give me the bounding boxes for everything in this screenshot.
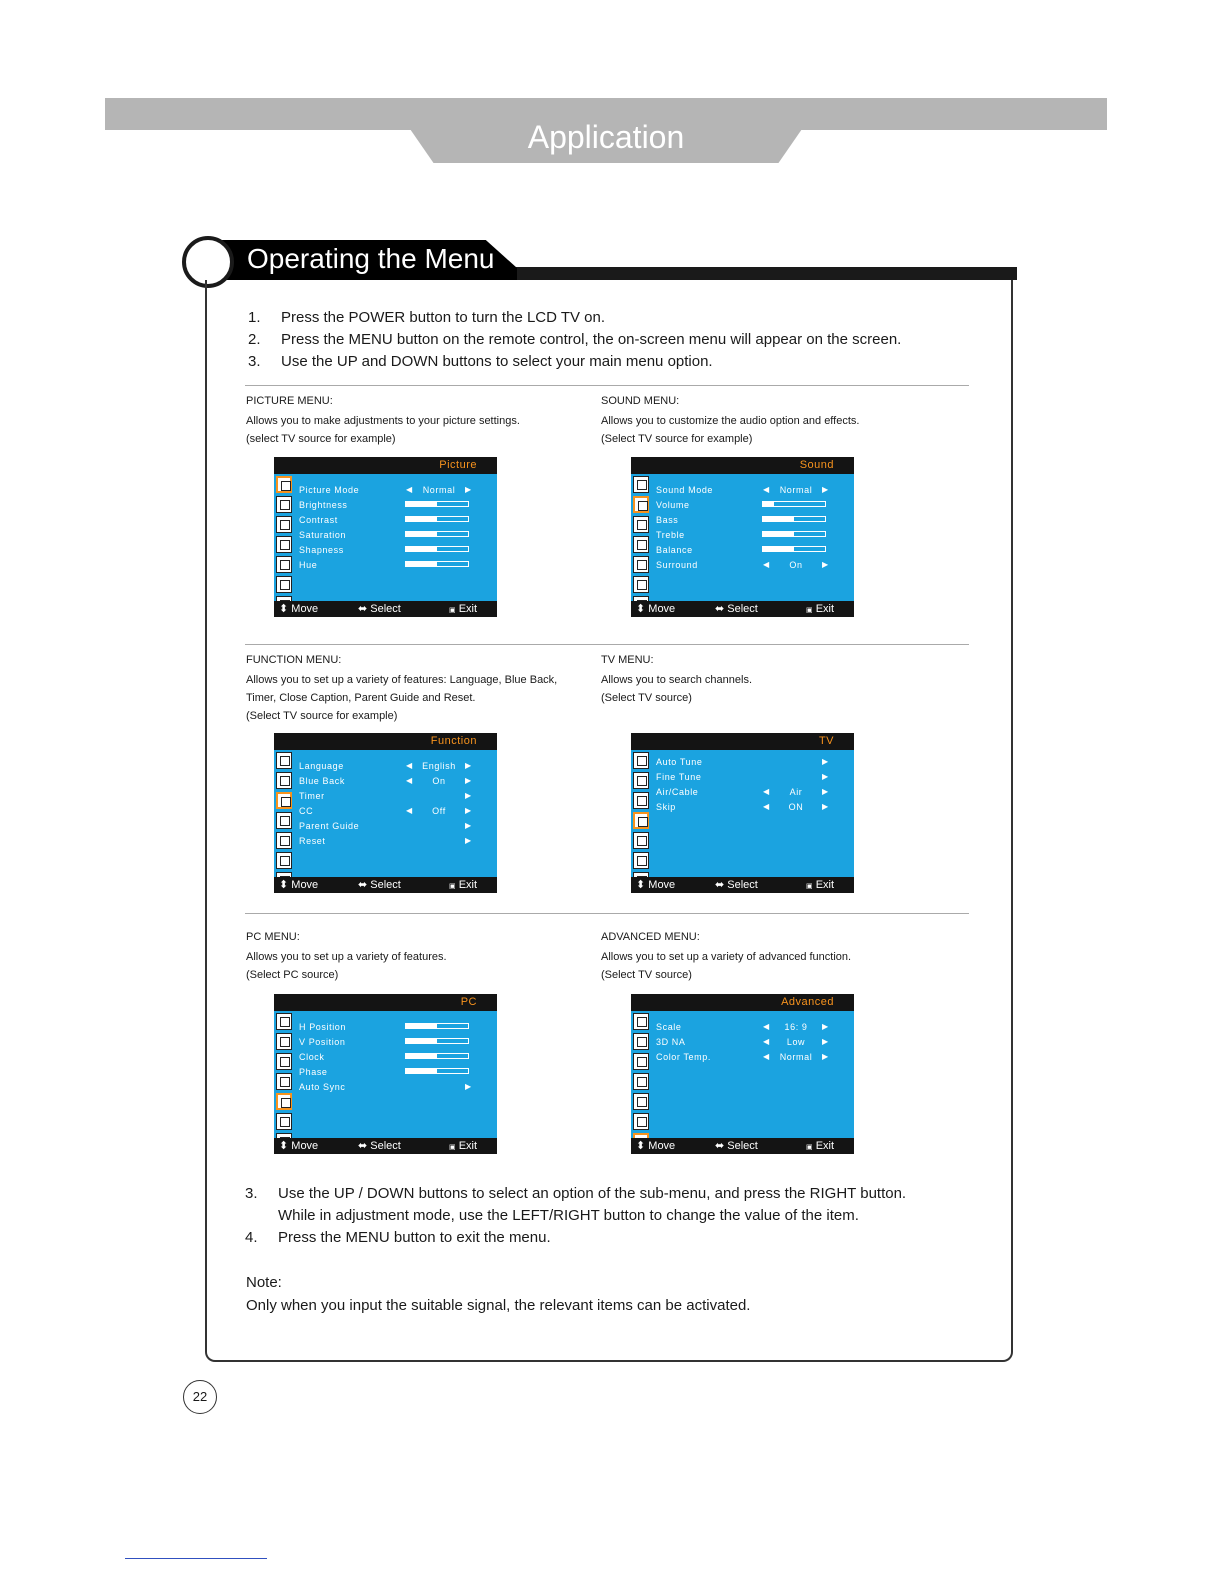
osd-menu-item[interactable] xyxy=(299,1080,497,1095)
osd-item-label: Color Temp. xyxy=(656,1052,711,1062)
arrow-left-icon: ◀ xyxy=(763,1037,770,1046)
page-title: Application xyxy=(527,119,685,155)
up-down-icon: ⬍ xyxy=(279,603,289,615)
function-osd-screen xyxy=(274,733,497,893)
osd-item-value: Low xyxy=(786,1037,806,1047)
pc-icon xyxy=(633,556,649,573)
exit-hint: ▣ Exit xyxy=(449,879,478,891)
up-down-icon: ⬍ xyxy=(636,879,646,891)
step-sub-menu: 3. Use the UP / DOWN buttons to select an option of the sub-menu, and press the RIGHT button. xyxy=(245,1185,907,1202)
arrow-left-icon: ◀ xyxy=(406,485,413,494)
arrow-right-icon: ▶ xyxy=(822,1052,829,1061)
step-exit: 4. Press the MENU button to exit the menu. xyxy=(245,1229,551,1246)
picture-menu-description: PICTURE MENU: Allows you to make adjustments to your picture settings. (select TV source for example) xyxy=(246,395,520,445)
pc-menu-description: PC MENU: Allows you to set up a variety of features. (Select PC source) xyxy=(246,931,447,981)
osd-item-label: Fine Tune xyxy=(656,772,702,782)
osd-menu-item[interactable] xyxy=(299,1035,497,1050)
osd-item-value: Off xyxy=(432,806,446,816)
up-down-icon: ⬍ xyxy=(279,1140,289,1152)
tv-icon xyxy=(633,812,649,829)
osd-level-bar[interactable] xyxy=(762,531,826,537)
osd-item-label: Bass xyxy=(656,515,679,525)
osd-menu-item[interactable] xyxy=(299,834,497,849)
osd-item-label: Phase xyxy=(299,1067,328,1077)
tv-icon xyxy=(633,1073,649,1090)
osd-level-bar[interactable] xyxy=(405,501,469,507)
arrow-left-icon: ◀ xyxy=(406,761,413,770)
osd-title-bar xyxy=(274,994,497,1011)
step-adjustment: While in adjustment mode, use the LEFT/RIGHT button to change the value of the item. xyxy=(278,1207,859,1224)
osd-menu-item[interactable] xyxy=(299,513,497,528)
advanced-pc-icon xyxy=(633,576,649,593)
osd-footer-bar xyxy=(631,601,854,617)
tv-menu-description: TV MENU: Allows you to search channels. (Select TV source) xyxy=(601,654,753,704)
pc-icon xyxy=(633,1093,649,1110)
move-hint: ⬍ Move xyxy=(279,879,319,891)
osd-level-bar[interactable] xyxy=(762,501,826,507)
osd-menu-item[interactable] xyxy=(299,1020,497,1035)
osd-title-bar xyxy=(631,994,854,1011)
osd-menu-item[interactable] xyxy=(299,528,497,543)
function-icon xyxy=(633,516,649,533)
osd-item-label: Language xyxy=(299,761,344,771)
pc-icon xyxy=(633,832,649,849)
arrow-left-icon: ◀ xyxy=(763,802,770,811)
osd-item-label: Shapness xyxy=(299,545,344,555)
advanced-pc-icon xyxy=(633,1113,649,1130)
osd-menu-item[interactable] xyxy=(299,774,497,789)
section-title: Operating the Menu xyxy=(247,243,495,274)
exit-hint: ▣ Exit xyxy=(449,603,478,615)
osd-item-value: 16: 9 xyxy=(784,1022,808,1032)
select-hint: ⬌ Select xyxy=(358,603,401,615)
osd-menu-item[interactable] xyxy=(299,789,497,804)
osd-icon-column xyxy=(631,476,651,616)
osd-item-label: Hue xyxy=(299,560,318,570)
osd-item-label: Sound Mode xyxy=(656,485,714,495)
osd-level-bar[interactable] xyxy=(405,546,469,552)
function-icon xyxy=(633,792,649,809)
left-right-icon: ⬌ xyxy=(715,603,725,615)
osd-title-bar xyxy=(631,457,854,474)
picture-icon xyxy=(633,476,649,493)
arrow-left-icon: ◀ xyxy=(763,787,770,796)
left-right-icon: ⬌ xyxy=(358,1140,368,1152)
tv-osd-screen xyxy=(631,733,854,893)
note xyxy=(246,1272,750,1317)
arrow-right-icon: ▶ xyxy=(465,485,472,494)
exit-hint: ▣ Exit xyxy=(449,1140,478,1152)
sound-menu-description: SOUND MENU: Allows you to customize the audio option and effects. (Select TV source for example) xyxy=(601,395,860,445)
osd-item-label: Air/Cable xyxy=(656,787,699,797)
osd-menu-item[interactable] xyxy=(299,759,497,774)
select-hint: ⬌ Select xyxy=(715,1140,758,1152)
arrow-right-icon: ▶ xyxy=(465,776,472,785)
menu-key-icon: ▣ xyxy=(806,607,813,614)
osd-level-bar[interactable] xyxy=(405,1023,469,1029)
osd-item-label: Timer xyxy=(299,791,325,801)
tv-icon xyxy=(633,536,649,553)
arrow-right-icon: ▶ xyxy=(822,772,829,781)
arrow-right-icon: ▶ xyxy=(822,787,829,796)
arrow-left-icon: ◀ xyxy=(763,485,770,494)
tv-icon xyxy=(276,1073,292,1090)
function-icon xyxy=(276,792,292,809)
osd-title: Sound xyxy=(799,459,834,471)
osd-title: PC xyxy=(460,996,477,1008)
osd-item-label: Balance xyxy=(656,545,693,555)
exit-hint: ▣ Exit xyxy=(806,1140,835,1152)
osd-item-label: Brightness xyxy=(299,500,348,510)
osd-item-label: Skip xyxy=(656,802,676,812)
picture-icon xyxy=(633,1013,649,1030)
picture-icon xyxy=(276,476,292,493)
advanced-pc-icon xyxy=(633,852,649,869)
up-down-icon: ⬍ xyxy=(636,603,646,615)
menu-key-icon: ▣ xyxy=(449,607,456,614)
osd-level-bar[interactable] xyxy=(762,546,826,552)
divider xyxy=(245,385,969,386)
sound-icon xyxy=(276,772,292,789)
footer-line xyxy=(125,1558,267,1559)
section-rule xyxy=(505,267,1017,280)
osd-footer-bar xyxy=(631,1138,854,1154)
up-down-icon: ⬍ xyxy=(636,1140,646,1152)
osd-item-label: Surround xyxy=(656,560,698,570)
osd-icon-column xyxy=(631,1013,651,1153)
osd-item-value: Normal xyxy=(779,485,813,495)
arrow-right-icon: ▶ xyxy=(822,560,829,569)
osd-title: TV xyxy=(818,735,834,747)
advanced-osd-screen xyxy=(631,994,854,1154)
osd-item-label: CC xyxy=(299,806,314,816)
osd-title: Function xyxy=(430,735,477,747)
osd-item-value: ON xyxy=(788,802,804,812)
menu-key-icon: ▣ xyxy=(806,1144,813,1151)
picture-icon xyxy=(633,752,649,769)
osd-level-bar[interactable] xyxy=(405,1068,469,1074)
arrow-right-icon: ▶ xyxy=(465,821,472,830)
osd-item-value: On xyxy=(789,560,803,570)
sound-icon xyxy=(276,496,292,513)
move-hint: ⬍ Move xyxy=(279,603,319,615)
osd-item-value: On xyxy=(432,776,446,786)
sound-icon xyxy=(276,1033,292,1050)
arrow-right-icon: ▶ xyxy=(465,761,472,770)
osd-menu-item[interactable] xyxy=(656,755,854,770)
osd-menu-item[interactable] xyxy=(299,1050,497,1065)
arrow-right-icon: ▶ xyxy=(822,802,829,811)
move-hint: ⬍ Move xyxy=(636,1140,676,1152)
osd-footer-bar xyxy=(631,877,854,893)
osd-level-bar[interactable] xyxy=(405,1038,469,1044)
osd-title-bar xyxy=(631,733,854,750)
note-label: Note: xyxy=(246,1274,282,1291)
pc-icon xyxy=(276,1093,292,1110)
osd-item-label: Clock xyxy=(299,1052,325,1062)
left-right-icon: ⬌ xyxy=(358,603,368,615)
select-hint: ⬌ Select xyxy=(358,879,401,891)
osd-footer-bar xyxy=(274,601,497,617)
arrow-right-icon: ▶ xyxy=(822,1037,829,1046)
arrow-right-icon: ▶ xyxy=(822,1022,829,1031)
osd-item-label: V Position xyxy=(299,1037,346,1047)
sound-osd-screen xyxy=(631,457,854,617)
osd-menu-item[interactable] xyxy=(656,770,854,785)
note-text: Only when you input the suitable signal, the relevant items can be activated. xyxy=(246,1297,751,1314)
osd-menu-item[interactable] xyxy=(299,558,497,573)
left-right-icon: ⬌ xyxy=(715,1140,725,1152)
osd-item-label: Auto Sync xyxy=(299,1082,346,1092)
divider xyxy=(245,913,969,914)
menu-key-icon: ▣ xyxy=(449,883,456,890)
advanced-pc-icon xyxy=(276,576,292,593)
osd-item-label: Scale xyxy=(656,1022,682,1032)
osd-menu-item[interactable] xyxy=(299,498,497,513)
move-hint: ⬍ Move xyxy=(279,1140,319,1152)
sound-icon xyxy=(633,1033,649,1050)
menu-key-icon: ▣ xyxy=(449,1144,456,1151)
sound-icon xyxy=(633,496,649,513)
osd-icon-column xyxy=(274,752,294,892)
menu-key-icon: ▣ xyxy=(806,883,813,890)
osd-title: Picture xyxy=(439,459,477,471)
up-down-icon: ⬍ xyxy=(279,879,289,891)
advanced-pc-icon xyxy=(276,1113,292,1130)
osd-menu-item[interactable] xyxy=(299,543,497,558)
arrow-left-icon: ◀ xyxy=(763,1052,770,1061)
osd-item-label: Treble xyxy=(656,530,685,540)
osd-menu-item[interactable] xyxy=(656,1020,854,1035)
osd-icon-column xyxy=(274,1013,294,1153)
move-hint: ⬍ Move xyxy=(636,879,676,891)
osd-icon-column xyxy=(631,752,651,892)
select-hint: ⬌ Select xyxy=(715,603,758,615)
step-3: 3. Use the UP and DOWN buttons to select your main menu option. xyxy=(248,353,713,370)
pc-icon xyxy=(276,556,292,573)
osd-menu-item[interactable] xyxy=(299,819,497,834)
advanced-pc-icon xyxy=(276,852,292,869)
osd-menu-item[interactable] xyxy=(299,804,497,819)
osd-menu-item[interactable] xyxy=(656,785,854,800)
osd-item-label: Contrast xyxy=(299,515,338,525)
divider xyxy=(245,644,969,645)
osd-footer-bar xyxy=(274,1138,497,1154)
osd-menu-item[interactable] xyxy=(299,483,497,498)
function-icon xyxy=(276,1053,292,1070)
function-icon xyxy=(633,1053,649,1070)
osd-level-bar[interactable] xyxy=(762,516,826,522)
osd-footer-bar xyxy=(274,877,497,893)
step-2: 2. Press the MENU button on the remote control, the on-screen menu will appear on the screen. xyxy=(248,331,902,348)
osd-menu-item[interactable] xyxy=(656,528,854,543)
arrow-right-icon: ▶ xyxy=(822,485,829,494)
arrow-left-icon: ◀ xyxy=(763,1022,770,1031)
osd-item-label: 3D NA xyxy=(656,1037,686,1047)
osd-title: Advanced xyxy=(781,996,834,1008)
osd-menu-item[interactable] xyxy=(656,1035,854,1050)
picture-osd-screen xyxy=(274,457,497,617)
osd-icon-column xyxy=(274,476,294,616)
osd-title-bar xyxy=(274,733,497,750)
osd-item-label: Volume xyxy=(656,500,690,510)
left-right-icon: ⬌ xyxy=(358,879,368,891)
left-right-icon: ⬌ xyxy=(715,879,725,891)
arrow-left-icon: ◀ xyxy=(763,560,770,569)
pc-osd-screen xyxy=(274,994,497,1154)
osd-menu-item[interactable] xyxy=(656,543,854,558)
osd-item-value: English xyxy=(422,761,456,771)
osd-item-value: Air xyxy=(789,787,803,797)
osd-menu-item[interactable] xyxy=(656,498,854,513)
picture-icon xyxy=(276,1013,292,1030)
exit-hint: ▣ Exit xyxy=(806,879,835,891)
osd-menu-item[interactable] xyxy=(656,800,854,815)
osd-item-label: Reset xyxy=(299,836,326,846)
step-1: 1. Press the POWER button to turn the LCD TV on. xyxy=(248,309,606,326)
arrow-left-icon: ◀ xyxy=(406,806,413,815)
osd-level-bar[interactable] xyxy=(405,516,469,522)
exit-hint: ▣ Exit xyxy=(806,603,835,615)
function-menu-description: FUNCTION MENU: Allows you to set up a variety of features: Language, Blue Back, Timer, Close Caption, Parent Guide and Reset. (Select TV source for example) xyxy=(246,654,558,722)
arrow-left-icon: ◀ xyxy=(406,776,413,785)
osd-menu-item[interactable] xyxy=(299,1065,497,1080)
arrow-right-icon: ▶ xyxy=(465,791,472,800)
osd-menu-item[interactable] xyxy=(656,483,854,498)
advanced-menu-description: ADVANCED MENU: Allows you to set up a variety of advanced function. (Select TV source) xyxy=(601,931,852,981)
arrow-right-icon: ▶ xyxy=(465,806,472,815)
osd-menu-item[interactable] xyxy=(656,1050,854,1065)
osd-menu-item[interactable] xyxy=(656,558,854,573)
function-icon xyxy=(276,516,292,533)
osd-level-bar[interactable] xyxy=(405,531,469,537)
osd-title-bar xyxy=(274,457,497,474)
tv-icon xyxy=(276,536,292,553)
arrow-right-icon: ▶ xyxy=(822,757,829,766)
pc-icon xyxy=(276,832,292,849)
select-hint: ⬌ Select xyxy=(358,1140,401,1152)
osd-item-value: Normal xyxy=(779,1052,813,1062)
page-number: 22 xyxy=(183,1380,217,1414)
osd-item-label: Blue Back xyxy=(299,776,345,786)
arrow-right-icon: ▶ xyxy=(465,836,472,845)
osd-item-label: Saturation xyxy=(299,530,347,540)
osd-item-label: Auto Tune xyxy=(656,757,703,767)
sound-icon xyxy=(633,772,649,789)
tv-icon xyxy=(276,812,292,829)
osd-level-bar[interactable] xyxy=(405,1053,469,1059)
osd-menu-item[interactable] xyxy=(656,513,854,528)
move-hint: ⬍ Move xyxy=(636,603,676,615)
arrow-right-icon: ▶ xyxy=(465,1082,472,1091)
osd-item-label: H Position xyxy=(299,1022,347,1032)
osd-item-label: Picture Mode xyxy=(299,485,360,495)
osd-level-bar[interactable] xyxy=(405,561,469,567)
osd-item-label: Parent Guide xyxy=(299,821,360,831)
select-hint: ⬌ Select xyxy=(715,879,758,891)
picture-icon xyxy=(276,752,292,769)
osd-item-value: Normal xyxy=(422,485,456,495)
